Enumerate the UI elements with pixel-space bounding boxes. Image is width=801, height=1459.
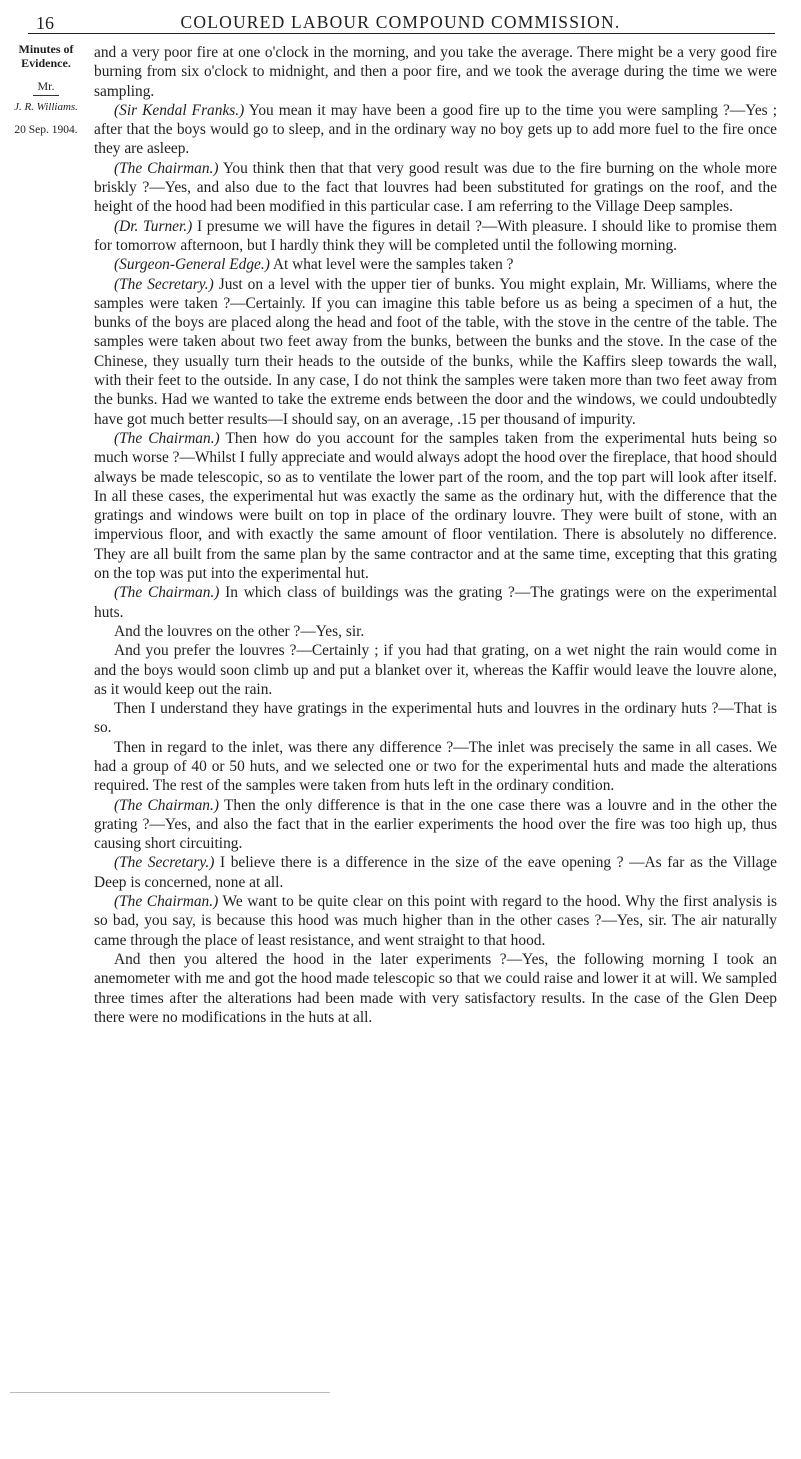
page-header <box>26 9 775 35</box>
speaker: (The Chairman.) <box>114 159 219 177</box>
margin-section-line1: Minutes of <box>18 42 74 56</box>
footer-rule <box>10 1392 330 1393</box>
speaker: (The Chairman.) <box>114 429 220 447</box>
speaker: (Sir Kendal Franks.) <box>114 101 245 119</box>
page-number: 16 <box>36 13 54 33</box>
paragraph-text: I believe there is a difference in the size of the eave opening ? —As far as the Village Deep is concerned, none at all. <box>94 854 777 891</box>
paragraph <box>94 699 777 738</box>
speaker: (The Chairman.) <box>114 796 219 814</box>
header-rule <box>28 33 775 34</box>
paragraph <box>94 275 777 429</box>
paragraph-text: And the louvres on the other ?—Yes, sir. <box>114 622 365 640</box>
paragraph <box>94 950 777 1027</box>
paragraph <box>94 622 777 641</box>
speaker: (Dr. Turner.) <box>114 217 193 235</box>
paragraph-text: We want to be quite clear on this point with regard to the hood. Why the first analysis is so bad, you say, is because this hood was much higher than in the other cases ?—Yes, sir. The air naturally came through the place of least resistance, and went straight to that hood. <box>94 893 777 949</box>
paragraph <box>94 583 777 622</box>
evidence-body <box>94 43 777 1027</box>
paragraph-text: You think then that that very good result was due to the fire burning on the whole more briskly ?—Yes, and also due to the fact that louvres had been substituted for gratings on the roof, and the height of the hood had been modified in this particular case. I am referring to the Village Deep samples. <box>94 159 777 216</box>
paragraph <box>94 101 777 159</box>
running-title: COLOURED LABOUR COMPOUND COMMISSION. <box>180 12 621 32</box>
paragraph <box>94 43 777 101</box>
paragraph-text: Then I understand they have gratings in the experimental huts and louvres in the ordinary huts ?—That is so. <box>94 700 777 737</box>
paragraph-text: In which class of buildings was the grating ?—The gratings were on the experimental huts. <box>94 584 777 621</box>
paragraph-text: and a very poor fire at one o'clock in the morning, and you take the average. There might be a very good fire burning from six o'clock to midnight, and then a poor fire, and we took the average during the time we were sampling. <box>94 44 777 100</box>
paragraph-text: And then you altered the hood in the later experiments ?—Yes, the following morning I took an anemometer with me and got the hood made telescopic so that we could raise and lower it at will. We sampled three times after the alterations had been made with very satisfactory results. In the case of the Glen Deep there were no modifications in the huts at all. <box>94 950 777 1026</box>
paragraph-text: And you prefer the louvres ?—Certainly ; if you had that grating, on a wet night the rain would come in and the boys would soon climb up and put a blanket over it, whereas the Kaffir would leave the louvre alone, as it would keep out the rain. <box>94 642 777 698</box>
margin-note <box>13 43 79 138</box>
paragraph <box>94 641 777 699</box>
speaker: (Surgeon-General Edge.) <box>114 256 270 274</box>
speaker: (The Chairman.) <box>114 584 220 602</box>
paragraph-text: I presume we will have the figures in detail ?—With pleasure. I should like to promise them for tomorrow afternoon, but I hardly think they will be completed until the following morning. <box>94 217 777 254</box>
paragraph-text: Then how do you account for the samples taken from the experimental huts being so much worse ?—Whilst I fully appreciate and would always adopt the hood over the fireplace, that hood should always be made telescopic, so as to ventilate the lower part of the room, and the top part will look after itself. In all these cases, the experimental hut was exactly the same as the ordinary hut, with the difference that the gratings and windows were built on top in place of the ordinary louvre. They were built of stone, with an impervious floor, and with exactly the same amount of floor ventilation. There is absolutely no difference. They are all built from the same plan by the same contractor and at the same time, excepting that this grating on the top was put into the experimental hut. <box>94 429 777 583</box>
speaker: (The Chairman.) <box>114 893 219 911</box>
paragraph-text: Then in regard to the inlet, was there any difference ?—The inlet was precisely the same in all cases. We had a group of 40 or 50 huts, and we selected one or two for the experimental huts and made the alterations required. The rest of the samples were taken from huts left in the ordinary condition. <box>94 738 777 795</box>
paragraph <box>94 853 777 892</box>
margin-witness-name: J. R. Williams. <box>14 101 78 113</box>
paragraph <box>94 217 777 256</box>
margin-date: 20 Sep. 1904. <box>14 124 78 136</box>
speaker: (The Secretary.) <box>114 854 215 872</box>
paragraph <box>94 738 777 796</box>
paragraph-text: You mean it may have been a good fire up to the time you were sampling ?—Yes ; after that the boys would go to sleep, and in the ordinary way no boy gets up to add more fuel to the fire once they are asleep. <box>94 101 778 158</box>
margin-section-line2: Evidence. <box>21 55 71 70</box>
margin-underline <box>33 95 59 96</box>
margin-witness-title: Mr. <box>37 79 55 93</box>
paragraph <box>94 159 777 217</box>
paragraph-text: Then the only difference is that in the one case there was a louvre and in the other the grating ?—Yes, and also the fact that in the earlier experiments the hood over the fire was too high up, thus causing short circuiting. <box>94 796 777 853</box>
paragraph <box>94 796 777 854</box>
paragraph-text: Just on a level with the upper tier of bunks. You might explain, Mr. Williams, where the samples were taken ?—Certainly. If you can imagine this table before us as being a specimen of a hut, the bunks of the boys are placed along the head and foot of the table, with the stove in the centre of the table. The samples were taken about two feet away from the bunks, between the bunks and the stove. In the case of the Chinese, they usually turn their heads to the outside of the bunks, while the Kaffirs sleep towards the wall, with their feet to the outside. In any case, I do not think the samples were taken more than two feet away from the bunks. Had we wanted to take the extreme ends between the door and the windows, we could undoubtedly have got much better results—I should say, on an average, .15 per thousand of impurity. <box>94 275 777 428</box>
paragraph <box>94 255 777 274</box>
paragraph <box>94 892 777 950</box>
speaker: (The Secretary.) <box>114 275 214 293</box>
paragraph-text: At what level were the samples taken ? <box>272 256 514 274</box>
paragraph <box>94 429 777 583</box>
